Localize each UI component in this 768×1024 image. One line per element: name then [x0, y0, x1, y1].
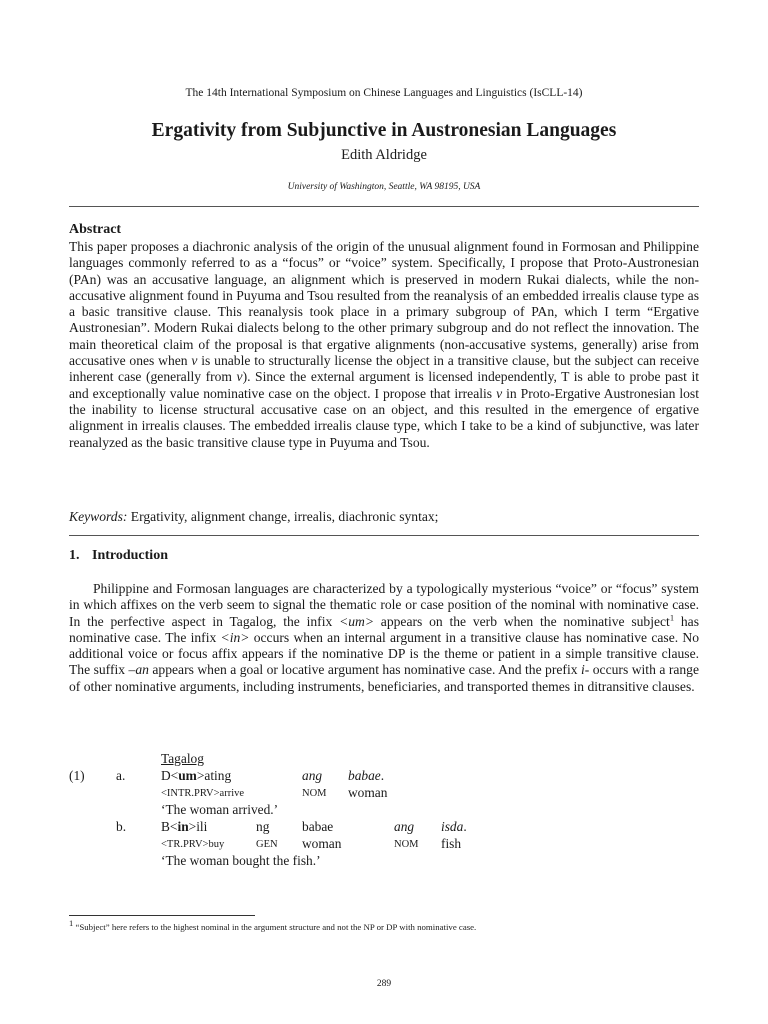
abstract-text: This paper proposes a diachronic analysis of the origin of the unusual alignment found in Formosan and Philippine languages commonly referred to as a “focus” or “voice” system. Specifically, I propose that Proto-Austronesian (PAn) was an accusative language, an alignment which is preserved in modern Rukai dialects, while the non-accusative alignment found in Puyuma and Tsou resulted from the reanalysis of an embedded irrealis clause type as a basic transitive clause. This reanalysis took place in a primary subgroup of PAn, which I term “Ergative Austronesian”. Modern Rukai dialects belong to the other primary subgroup and do not reflect the innovation. The main theoretical claim of the proposal is that ergative alignments (non-accusative systems, generally) arise from accusative ones when v is unable to structurally license the object in a transitive clause, but the subject can receive inherent case (generally from v). Since the external argument is licensed independently, T is able to probe past it and exceptionally value nominative case on the object. I propose that irrealis v in Proto-Ergative Austronesian lost the inability to license structural accusative case on an object, and this resulted in the emergence of ergative alignment in irrealis clauses. The embedded irrealis clause type, which I take to be a kind of subjunctive, was later reanalyzed as the basic transitive clause type in Puyuma and Tsou. [69, 239, 699, 450]
example-b-word: ang [394, 819, 415, 834]
author-name: Edith Aldridge [341, 147, 427, 163]
example-a-verb: D<um>ating [161, 768, 232, 783]
example-b-verb: B<in>ili [161, 819, 208, 834]
example-language: Tagalog [161, 751, 204, 766]
example-b-translation: ‘The woman bought the fish.’ [161, 853, 321, 868]
abstract-heading: Abstract [69, 222, 122, 237]
footnote-text: “Subject” here refers to the highest nominal in the argument structure and not the NP or DP with nominative case. [73, 922, 477, 932]
example-b-word: ng [256, 819, 270, 834]
example-a-word: babae. [348, 768, 385, 783]
footnote [69, 918, 477, 932]
top-divider [69, 206, 699, 207]
example-a-translation: ‘The woman arrived.’ [161, 802, 279, 817]
page-number: 289 [376, 979, 392, 989]
example-b-gloss: NOM [394, 839, 419, 850]
example-a-word: ang [302, 768, 323, 783]
keywords-label: Keywords: [69, 509, 128, 524]
section-heading-introduction: 1. Introduction [69, 548, 168, 563]
keywords [69, 509, 699, 525]
example-a-letter: a. [116, 768, 126, 783]
paper-title: Ergativity from Subjunctive in Austronesian Languages [151, 120, 617, 141]
example-a-gloss: NOM [302, 788, 327, 799]
example-b-gloss: GEN [256, 839, 278, 850]
example-a-gloss: woman [348, 785, 388, 800]
example-b-gloss: fish [441, 836, 462, 851]
footnote-mark: 1 [69, 918, 74, 929]
example-a-gloss: <INTR.PRV>arrive [161, 788, 245, 799]
example-number: (1) [69, 768, 85, 783]
author-affiliation: University of Washington, Seattle, WA 98195, USA [287, 182, 481, 192]
abstract-divider [69, 535, 699, 536]
footnote-ref[interactable]: 1 [669, 612, 675, 623]
example-b-letter: b. [116, 819, 127, 834]
example-b-gloss: woman [302, 836, 342, 851]
conference-header: The 14th International Symposium on Chinese Languages and Linguistics (IsCLL-14) [185, 87, 583, 99]
keywords-text: Ergativity, alignment change, irrealis, diachronic syntax; [127, 509, 439, 524]
example-b-gloss: <TR.PRV>buy [161, 839, 225, 850]
footnote-divider [69, 915, 255, 916]
example-b-word: isda. [441, 819, 467, 834]
example-b-word: babae [302, 819, 334, 834]
introduction-paragraph: Philippine and Formosan languages are characterized by a typologically mysterious “voice” or “focus” system in which affixes on the verb seem to signal the thematic role or case position of the nominal with nominative case. In the perfective aspect in Tagalog, the infix <um> appears on the verb when the nominative subject$^1$ has nominative case. The infix <in> occurs when an internal argument in a transitive clause has nominative case. No additional voice or focus affix appears if the nominative DP is the theme or patient in a simple transitive clause. The suffix –an appears when a goal or locative argument has nominative case. And the prefix i- occurs with a range of other nominative arguments, including instruments, beneficiaries, and transported themes in ditransitive clauses. [69, 581, 700, 694]
